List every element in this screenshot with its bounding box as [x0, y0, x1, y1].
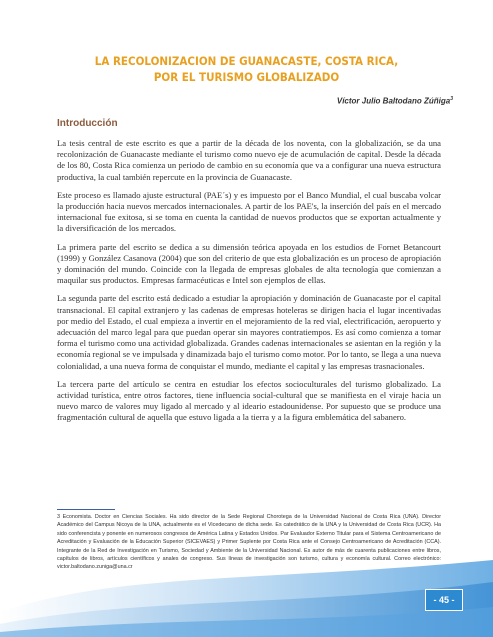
author-footnote-ref: 3 — [450, 96, 453, 102]
footnote-divider — [57, 509, 115, 510]
author-line — [337, 96, 453, 106]
paragraph: La tesis central de este escrito es que a partir de la década de los noventa, con la globalización, se da una recolonización de Guanacaste mediante el turismo como nuevo eje de acumulación de capital. Desde la década de los 80, Costa Rica comienza un periodo de cambio en su economía que va a configurar una nueva estructura productiva, la cual también repercute en la provincia de Guanacaste. — [57, 138, 441, 182]
paragraph: La segunda parte del escrito está dedicado a estudiar la apropiación y dominación de Guanacaste por el capital transnacional. El capital extranjero y las cadenas de empresas hoteleras se dirigen hacia el lugar incentivadas por medio del Estado, el cual empieza a invertir en el mejoramiento de la red vial, electrificación, aeropuerto y adecuación del marco legal para que puedan operar sin mayores contratiempos. Es así como comienza a tomar forma el turismo como una actividad globalizada. Grandes cadenas internacionales se asientan en la región y la economía regional se ve impulsada y dinamizada bajo el turismo como motor. Por lo tanto, se llega a una nueva colonialidad, a una nueva forma de conquistar el mundo, mediante el capital y las empresas trasnacionales. — [57, 293, 441, 371]
page-number: - 45 - — [425, 589, 463, 611]
article-title — [0, 53, 493, 85]
title-line-2: POR EL TURISMO GLOBALIZADO — [153, 70, 340, 84]
author-name: Víctor Julio Baltodano Zúñiga — [336, 96, 451, 106]
section-heading: Introducción — [57, 118, 118, 129]
paragraph: La tercera parte del artículo se centra en estudiar los efectos socioculturales del turismo globalizado. La actividad turística, entre otros factores, tiene influencia social-cultural que se manifiesta en el viraje hacia un nuevo marco de valores muy ligado al mercado y al ideario estadounidense. Por supuesto que se produce una fragmentación cultural de aquella que estuvo ligada a la tierra y a la figura emblemática del sabanero. — [57, 378, 441, 423]
paragraph: Este proceso es llamado ajuste estructural (PAE´s) y es impuesto por el Banco Mundial, el cual buscaba volcar la producción hacia nuevos mercados internacionales. A partir de los PAE's, la inserción del país en el mercado internacional fue exitosa, si se toma en cuenta la cantidad de nuevos productos que se exportan actualmente y la diversificación de los mercados. — [57, 189, 441, 234]
decorative-wave-band — [0, 552, 493, 637]
footnote-text: 3 Economista. Doctor en Ciencias Sociales. Ha sido director de la Sede Regional Chorotega de la Universidad Nacional de Costa Rica (UNA). Director Académico del Campus Nicoya de la UNA, actualmente es el Vicedecano de dicha sede. Es catedrático de la UNA y la Universidad de Costa Rica (UCR). Ha sido conferencista y ponente en numerosos congresos de América Latina y Estados Unidos. Par Evaluador Externo Titular para el Sistema Centroamericano de Acreditación y Evaluación de la Educación Superior (SICEVAES) y Primer Suplente por Costa Rica ante el Consejo Centroamericano de Acreditación (CCA). Integrante de la Red de Investigación en Turismo, Sociedad y Ambiente de la Universidad Nacional. Es autor de más de cuarenta publicaciones entre libros, capítulos de libros, artículos científicos y anales de congreso. Sus líneas de investigación son turismo, cultura y economía cultural. Correo electrónico: victor.baltodano.zuniga@una.cr — [57, 514, 441, 571]
title-line-1: LA RECOLONIZACION DE GUANACASTE, COSTA RICA, — [94, 54, 399, 68]
paragraph: La primera parte del escrito se dedica a su dimensión teórica apoyada en los estudios de Fornet Betancourt (1999) y González Casanova (2004) que son del criterio de que esta globalización es un proceso de apropiación y dominación del mundo. Coincide con la llegada de empresas globales de alta tecnología que comienzan a maquilar sus productos. Empresas farmacéuticas e Intel son ejemplos de ellas. — [57, 241, 441, 286]
article-body — [57, 138, 441, 431]
